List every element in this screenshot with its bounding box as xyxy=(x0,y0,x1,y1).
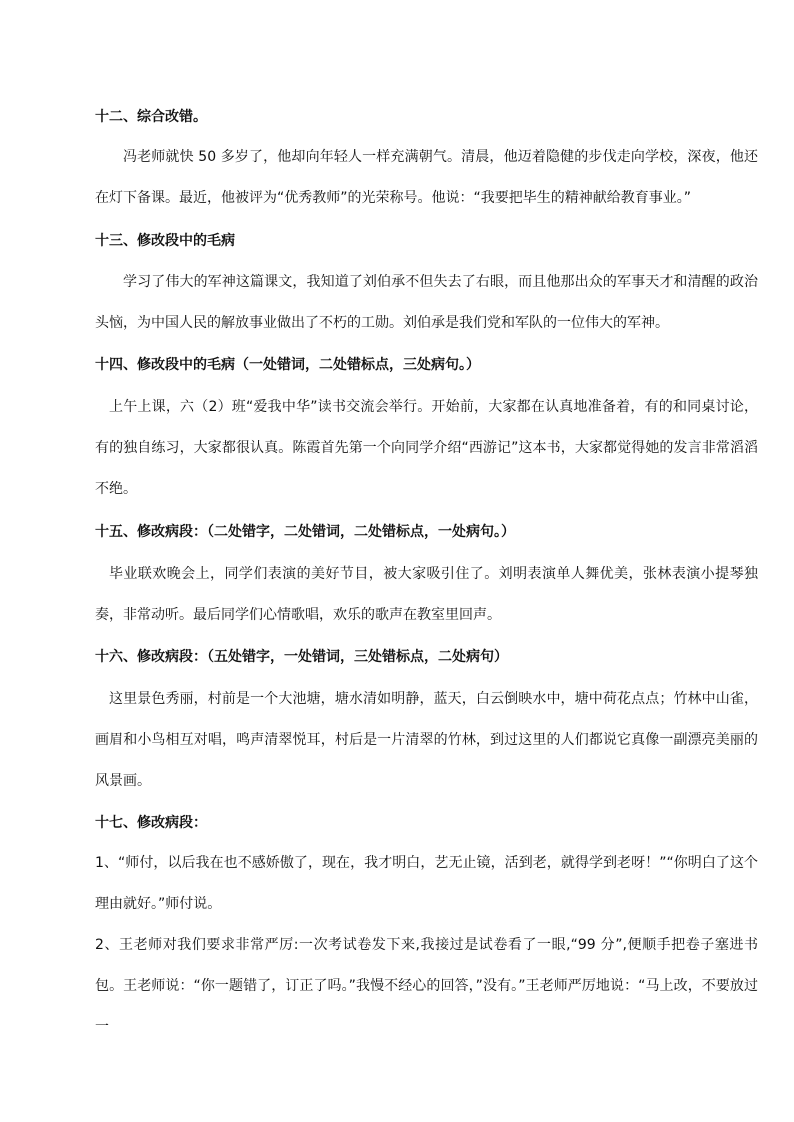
section-14-body: 上午上课，六（2）班“爱我中华”读书交流会举行。开始前，大家都在认真地准备着，有的和同桌讨论，有的独自练习，大家都很认真。陈霞首先第一个向同学介绍“西游记”这本书，大家都觉得她的发言非常滔滔不绝。 xyxy=(95,399,758,497)
section-14-heading: 十四、修改段中的毛病（一处错词，二处错标点，三处病句。） xyxy=(95,357,480,373)
section-17-heading: 十七、修改病段： xyxy=(95,815,207,831)
section-12-heading: 十二、综合改错。 xyxy=(95,109,207,125)
section-13-heading: 十三、修改段中的毛病 xyxy=(95,233,235,249)
section-13-body: 学习了伟大的军神这篇课文，我知道了刘伯承不但失去了右眼，而且他那出众的军事天才和清醒的政治头恼，为中国人民的解放事业做出了不朽的工勋。刘伯承是我们党和军队的一位伟大的军神。 xyxy=(95,274,758,331)
section-15-heading: 十五、修改病段：（二处错字，二处错词，二处错标点，一处病句。） xyxy=(95,524,515,540)
section-16-body: 这里景色秀丽，村前是一个大池塘，塘水清如明静，蓝天，白云倒映水中，塘中荷花点点；竹林中山雀，画眉和小鸟相互对唱，鸣声清翠悦耳，村后是一片清翠的竹林，到过这里的人们都说它真像一副漂亮美丽的风景画。 xyxy=(95,691,758,789)
section-17-item-1: 1、“师付，以后我在也不感娇傲了，现在，我才明白，艺无止镜，活到老，就得学到老呀！”“你明白了这个理由就好。”师付说。 xyxy=(95,855,758,912)
section-12-body: 冯老师就快 50 多岁了，他却向年轻人一样充满朝气。清晨，他迈着隐健的步伐走向学校，深夜，他还在灯下备课。最近，他被评为“优秀教师”的光荣称号。他说：“我要把毕生的精神献给教育事业。” xyxy=(95,149,758,206)
section-17-item-2: 2、王老师对我们要求非常严厉:一次考试卷发下来,我接过是试卷看了一眼,“99 分”,便顺手把卷子塞进书包。王老师说：“你一题错了，订正了吗。”我慢不经心的回答，”没有。”王老师严厉地说：“马上改，不要放过一 xyxy=(95,937,758,1035)
section-16-heading: 十六、修改病段：（五处错字，一处错词，三处错标点，二处病句） xyxy=(95,649,508,665)
section-15-body: 毕业联欢晚会上，同学们表演的美好节目，被大家吸引住了。刘明表演单人舞优美，张林表演小提琴独奏，非常动听。最后同学们心情歌唱，欢乐的歌声在教室里回声。 xyxy=(95,566,758,623)
